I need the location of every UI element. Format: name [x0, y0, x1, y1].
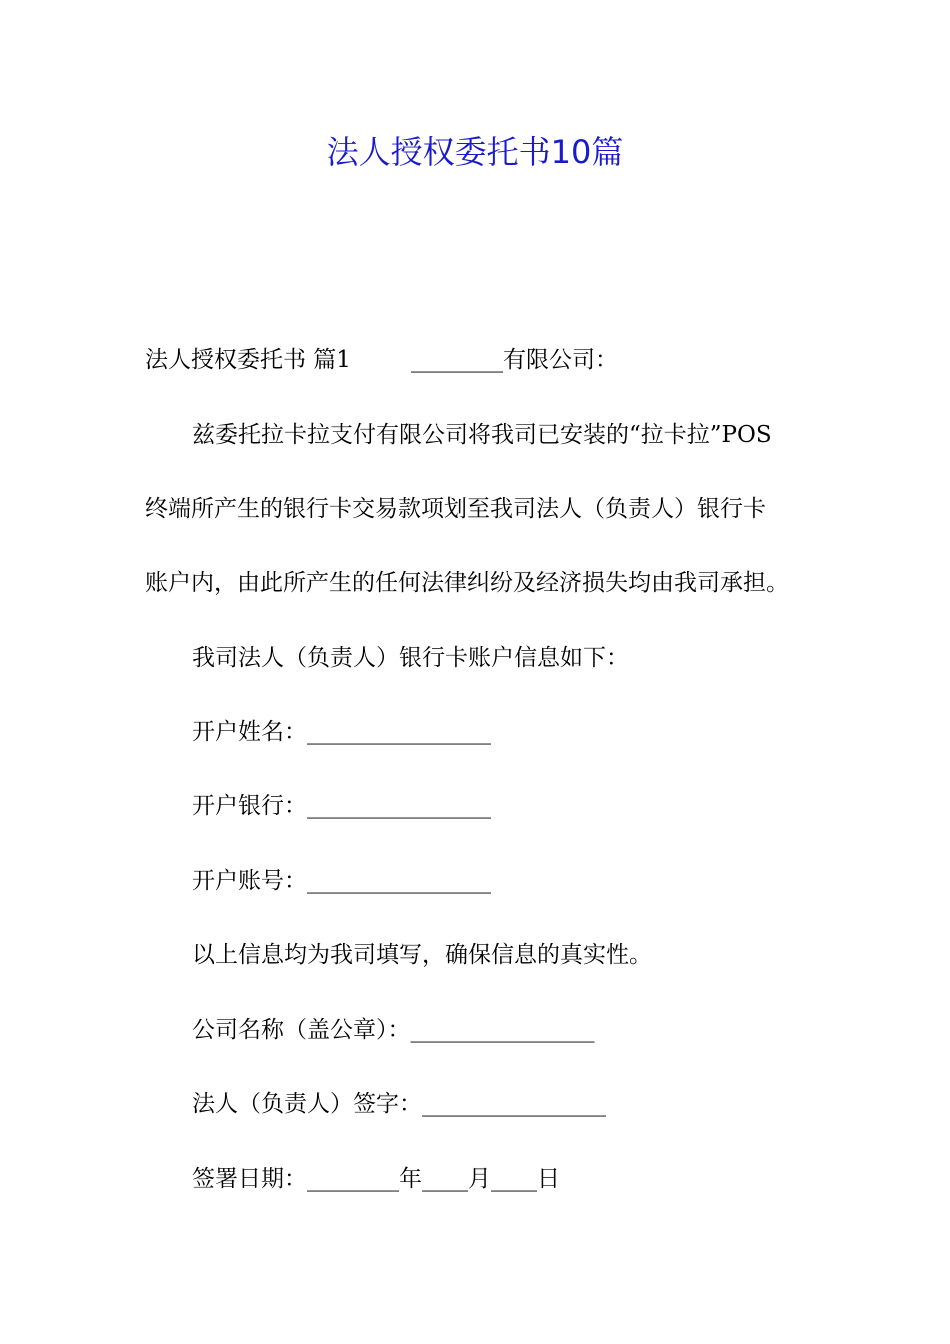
- sign-date-field: 签署日期：________年____月____日: [192, 1166, 560, 1192]
- section-heading-line: [145, 343, 618, 377]
- legal-signature-field: 法人（负责人）签字：________________: [192, 1091, 606, 1117]
- confirmation-statement: 以上信息均为我司填写，确保信息的真实性。: [192, 942, 652, 968]
- company-name-field: 公司名称（盖公章）：________________: [192, 1017, 595, 1043]
- account-info-intro: 我司法人（负责人）银行卡账户信息如下：: [192, 645, 629, 671]
- paragraph-line-3: 账户内，由此所产生的任何法律纠纷及经济损失均由我司承担。: [145, 570, 789, 596]
- section-heading: 法人授权委托书 篇1: [145, 347, 351, 373]
- addressee-company: ________有限公司：: [410, 347, 618, 373]
- account-number-field: 开户账号：________________: [192, 868, 491, 894]
- paragraph-line-1: 兹委托拉卡拉支付有限公司将我司已安装的“拉卡拉”POS: [192, 422, 772, 448]
- document-title: 法人授权委托书10篇: [326, 133, 624, 171]
- account-bank-field: 开户银行：________________: [192, 793, 491, 819]
- paragraph-line-2: 终端所产生的银行卡交易款项划至我司法人（负责人）银行卡: [145, 496, 766, 522]
- account-name-field: 开户姓名：________________: [192, 719, 491, 745]
